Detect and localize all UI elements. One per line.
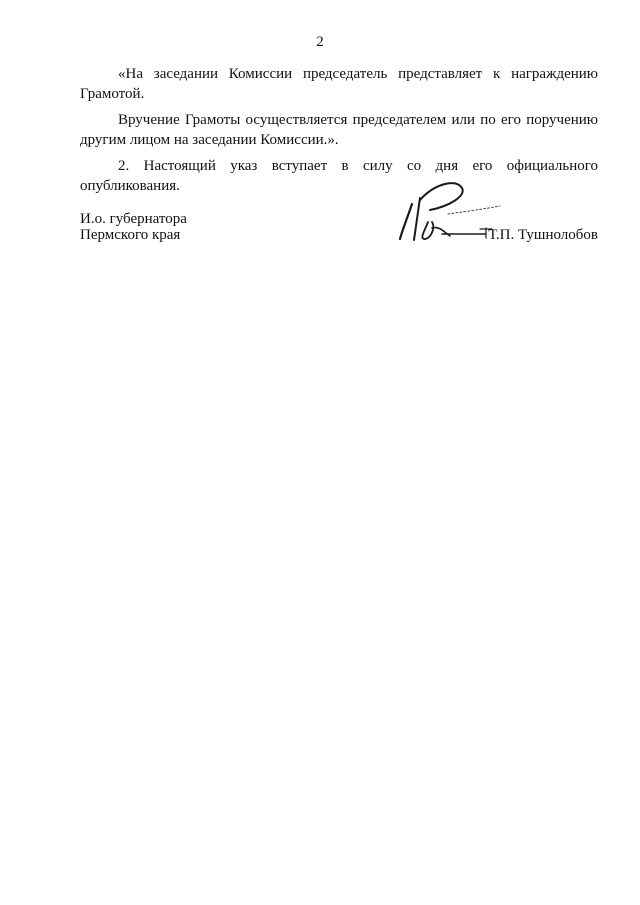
signer-name: Т.П. Тушнолобов (488, 227, 598, 243)
page-number: 2 (316, 34, 324, 50)
handwritten-signature (390, 176, 508, 246)
signature-block (80, 211, 598, 251)
signer-title (80, 211, 187, 243)
signer-title-line-1: И.о. губернатора (80, 211, 187, 227)
document-body (80, 64, 598, 202)
paragraph-award-presentation: «На заседании Комиссии председатель представляет к награждению Грамотой. (80, 66, 598, 102)
signer-title-line-2: Пермского края (80, 227, 181, 243)
paragraph-award-delivery: Вручение Грамоты осуществляется председателем или по его поручению другим лицом на заседании Комиссии.». (80, 112, 598, 148)
paragraph-entry-into-force: 2. Настоящий указ вступает в силу со дня его официального опубликования. (80, 158, 598, 194)
